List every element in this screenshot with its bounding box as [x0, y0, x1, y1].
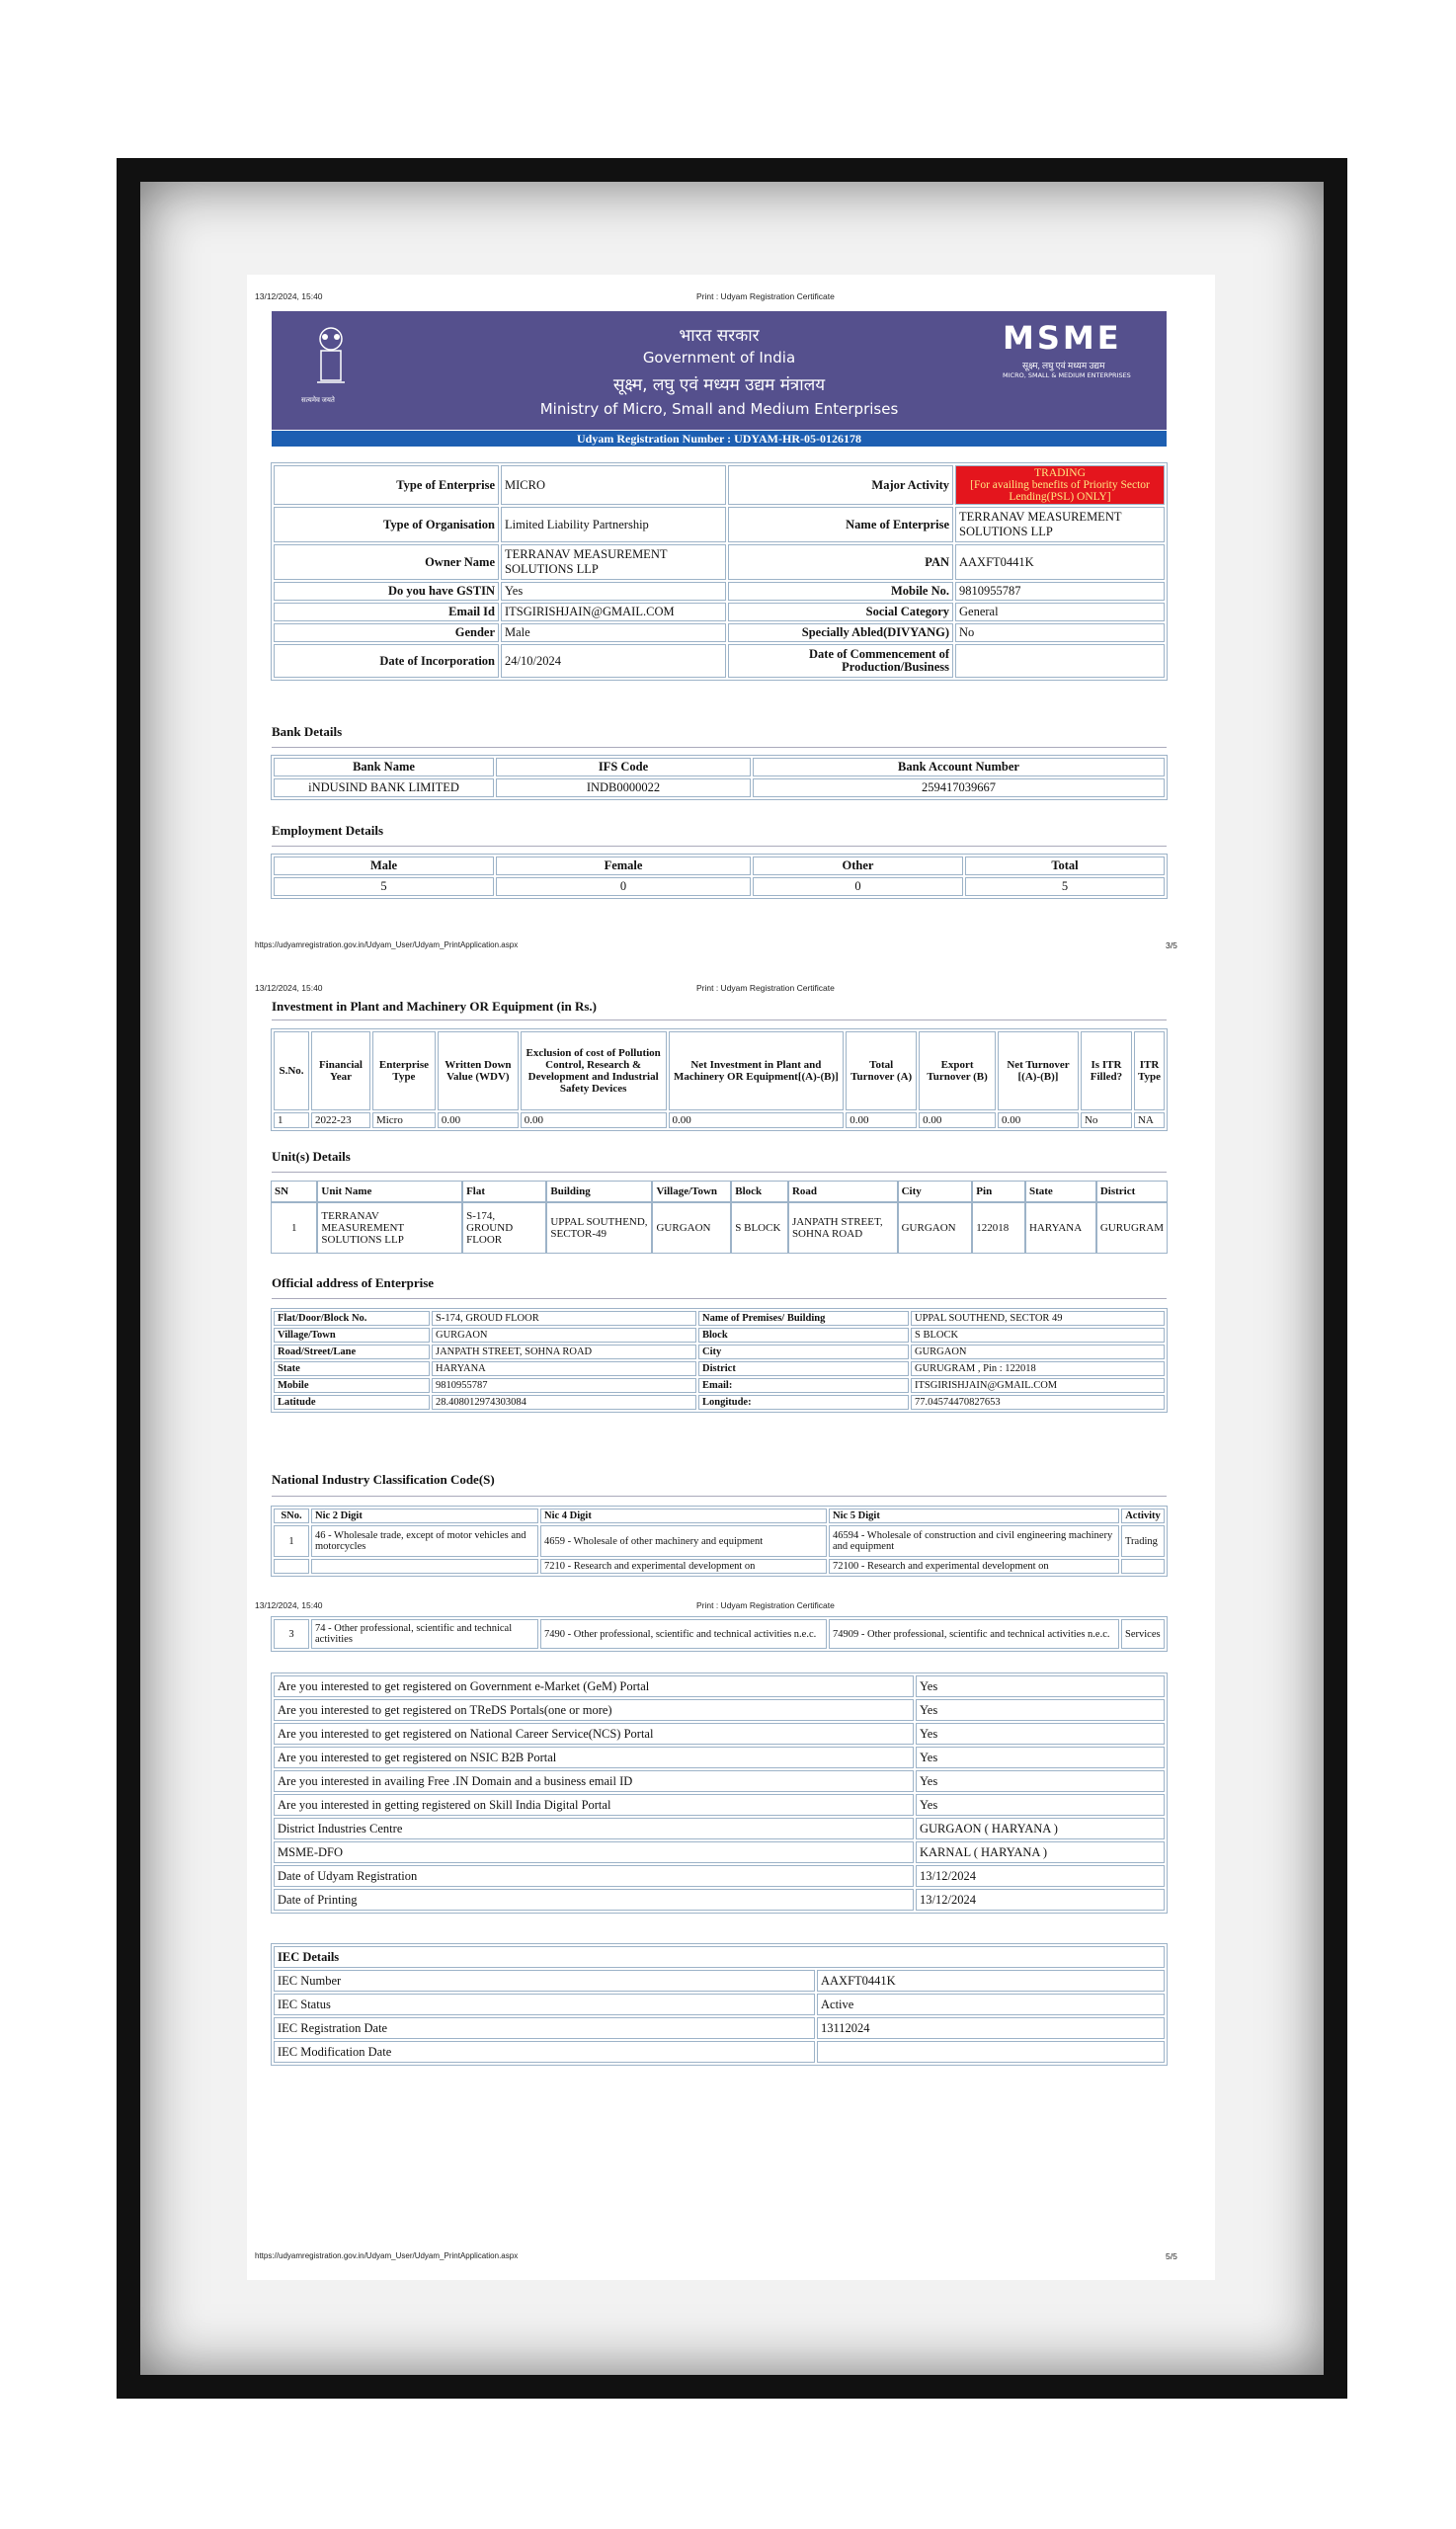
- other-value: 0: [753, 877, 963, 896]
- inv-cell: 0.00: [919, 1112, 996, 1128]
- bank-name-header: Bank Name: [274, 758, 494, 776]
- incorporation-label: Date of Incorporation: [274, 644, 499, 678]
- unit-col: Unit Name: [317, 1181, 462, 1202]
- inv-cell: Micro: [372, 1112, 436, 1128]
- nic-col: Nic 4 Digit: [540, 1509, 827, 1523]
- unit-col: State: [1025, 1181, 1096, 1202]
- print-title: Print : Udyam Registration Certificate: [696, 1600, 835, 1610]
- interest-answer: KARNAL ( HARYANA ): [916, 1841, 1165, 1863]
- major-activity-label: Major Activity: [728, 465, 953, 505]
- divider: [272, 1496, 1167, 1497]
- enterprise-details-table: [271, 462, 1168, 681]
- nic-table: [271, 1506, 1168, 1577]
- bank-details-heading: Bank Details: [272, 724, 343, 739]
- investment-table: [271, 1028, 1168, 1131]
- nic-cell: 4659 - Wholesale of other machinery and equipment: [540, 1525, 827, 1557]
- investment-heading: Investment in Plant and Machinery OR Equipment (in Rs.): [272, 999, 597, 1014]
- social-value: General: [955, 603, 1165, 621]
- inv-col-itr-filled: Is ITR Filled?: [1081, 1031, 1132, 1110]
- addr-value: HARYANA: [432, 1361, 696, 1376]
- addr-value: GURGAON: [911, 1345, 1165, 1359]
- page-number: 3/5: [1166, 940, 1177, 950]
- addr-label: City: [698, 1345, 909, 1359]
- org-value: Limited Liability Partnership: [501, 507, 726, 542]
- unit-col: Village/Town: [652, 1181, 731, 1202]
- email-value: ITSGIRISHJAIN@GMAIL.COM: [501, 603, 726, 621]
- interest-question: Date of Udyam Registration: [274, 1865, 914, 1887]
- addr-label: Mobile: [274, 1378, 430, 1393]
- inv-col-net-investment: Net Investment in Plant and Machinery OR Equipment[(A)-(B)]: [669, 1031, 845, 1110]
- addr-label: Village/Town: [274, 1328, 430, 1343]
- iec-value: AAXFT0441K: [817, 1970, 1165, 1992]
- female-header: Female: [496, 857, 751, 875]
- owner-label: Owner Name: [274, 544, 499, 580]
- print-timestamp: 13/12/2024, 15:40: [255, 983, 323, 993]
- inv-cell: 2022-23: [311, 1112, 370, 1128]
- unit-col: Road: [788, 1181, 898, 1202]
- interest-question: Are you interested in getting registered on Skill India Digital Portal: [274, 1794, 914, 1816]
- total-value: 5: [965, 877, 1165, 896]
- unit-col: Building: [546, 1181, 652, 1202]
- addr-label: Longitude:: [698, 1395, 909, 1410]
- unit-col: Block: [731, 1181, 788, 1202]
- inv-col-itr-type: ITR Type: [1134, 1031, 1165, 1110]
- pan-label: PAN: [728, 544, 953, 580]
- interest-question: Are you interested to get registered on TReDS Portals(one or more): [274, 1699, 914, 1721]
- iec-heading: IEC Details: [274, 1946, 1165, 1968]
- nic-cell: 3: [274, 1619, 309, 1649]
- nic-cell: Services: [1121, 1619, 1165, 1649]
- nic-cell: 74 - Other professional, scientific and technical activities: [311, 1619, 538, 1649]
- inv-cell: 1: [274, 1112, 309, 1128]
- unit-col: City: [898, 1181, 973, 1202]
- iec-value: Active: [817, 1994, 1165, 2015]
- inv-col-sno: S.No.: [274, 1031, 309, 1110]
- inv-cell: 0.00: [998, 1112, 1079, 1128]
- inv-col-type: Enterprise Type: [372, 1031, 436, 1110]
- inv-col-wdv: Written Down Value (WDV): [438, 1031, 519, 1110]
- divyang-value: No: [955, 623, 1165, 642]
- inv-cell: 0.00: [521, 1112, 667, 1128]
- other-header: Other: [753, 857, 963, 875]
- social-label: Social Category: [728, 603, 953, 621]
- iec-label: IEC Number: [274, 1970, 815, 1992]
- iec-label: IEC Modification Date: [274, 2041, 815, 2063]
- footer-url: https://udyamregistration.gov.in/Udyam_User/Udyam_PrintApplication.aspx: [255, 940, 519, 949]
- bank-table: [271, 755, 1168, 800]
- bank-name-value: iNDUSIND BANK LIMITED: [274, 778, 494, 797]
- msme-hindi: सूक्ष्म, लघु एवं मध्यम उद्यम: [1022, 361, 1105, 370]
- inv-col-exclusion: Exclusion of cost of Pollution Control, Research & Development and Industrial Safety Devices: [521, 1031, 667, 1110]
- footer-url: https://udyamregistration.gov.in/Udyam_User/Udyam_PrintApplication.aspx: [255, 2251, 519, 2260]
- gstin-label: Do you have GSTIN: [274, 582, 499, 601]
- interest-question: Are you interested to get registered on Government e-Market (GeM) Portal: [274, 1675, 914, 1697]
- ifsc-header: IFS Code: [496, 758, 751, 776]
- addr-value: S BLOCK: [911, 1328, 1165, 1343]
- addr-value: S-174, GROUD FLOOR: [432, 1311, 696, 1326]
- addr-value: 77.04574470827653: [911, 1395, 1165, 1410]
- print-timestamp: 13/12/2024, 15:40: [255, 291, 323, 301]
- interest-answer: Yes: [916, 1770, 1165, 1792]
- divider: [272, 747, 1167, 748]
- account-header: Bank Account Number: [753, 758, 1165, 776]
- interest-answer: Yes: [916, 1699, 1165, 1721]
- nic-heading: National Industry Classification Code(S): [272, 1472, 495, 1487]
- ministry-name: Ministry of Micro, Small and Medium Enterprises: [539, 400, 899, 418]
- interest-question: Date of Printing: [274, 1889, 914, 1911]
- nic-cell: 46 - Wholesale trade, except of motor vehicles and motorcycles: [311, 1525, 538, 1557]
- inv-cell: NA: [1134, 1112, 1165, 1128]
- iec-value: [817, 2041, 1165, 2063]
- nic-cell: 74909 - Other professional, scientific and technical activities n.e.c.: [829, 1619, 1119, 1649]
- interest-answer: 13/12/2024: [916, 1865, 1165, 1887]
- interest-question: Are you interested to get registered on NSIC B2B Portal: [274, 1747, 914, 1768]
- msme-logo: MSME: [1003, 319, 1122, 357]
- addr-label: Latitude: [274, 1395, 430, 1410]
- interest-answer: Yes: [916, 1794, 1165, 1816]
- org-label: Type of Organisation: [274, 507, 499, 542]
- print-title: Print : Udyam Registration Certificate: [696, 291, 835, 301]
- nic-col: Nic 2 Digit: [311, 1509, 538, 1523]
- addr-label: Block: [698, 1328, 909, 1343]
- addr-value: 9810955787: [432, 1378, 696, 1393]
- unit-cell: UPPAL SOUTHEND, SECTOR-49: [546, 1202, 652, 1254]
- divider: [272, 1298, 1167, 1299]
- hindi-government: भारत सरकार: [679, 326, 760, 346]
- unit-cell: JANPATH STREET, SOHNA ROAD: [788, 1202, 898, 1254]
- addr-value: JANPATH STREET, SOHNA ROAD: [432, 1345, 696, 1359]
- addr-value: UPPAL SOUTHEND, SECTOR 49: [911, 1311, 1165, 1326]
- units-table: [271, 1181, 1168, 1254]
- registration-number-bar: Udyam Registration Number : UDYAM-HR-05-0126178: [272, 431, 1167, 447]
- emblem-caption: सत्यमेव जयते: [301, 396, 335, 404]
- interest-question: Are you interested in availing Free .IN Domain and a business email ID: [274, 1770, 914, 1792]
- interest-answer: Yes: [916, 1675, 1165, 1697]
- female-value: 0: [496, 877, 751, 896]
- male-value: 5: [274, 877, 494, 896]
- divyang-label: Specially Abled(DIVYANG): [728, 623, 953, 642]
- divider: [272, 1172, 1167, 1173]
- unit-col: SN: [271, 1181, 317, 1202]
- commencement-value: [955, 644, 1165, 678]
- addr-label: Email:: [698, 1378, 909, 1393]
- ministry-banner: [272, 311, 1167, 430]
- interest-answer: 13/12/2024: [916, 1889, 1165, 1911]
- mobile-label: Mobile No.: [728, 582, 953, 601]
- addr-value: ITSGIRISHJAIN@GMAIL.COM: [911, 1378, 1165, 1393]
- page-number: 5/5: [1166, 2251, 1177, 2261]
- hindi-ministry: सूक्ष्म, लघु एवं मध्यम उद्यम मंत्रालय: [612, 375, 826, 395]
- unit-cell: GURUGRAM: [1096, 1202, 1168, 1254]
- address-table: [271, 1308, 1168, 1413]
- gstin-value: Yes: [501, 582, 726, 601]
- addr-label: Name of Premises/ Building: [698, 1311, 909, 1326]
- addr-value: 28.408012974303084: [432, 1395, 696, 1410]
- employment-table: [271, 854, 1168, 899]
- nic-cell: Trading: [1121, 1525, 1165, 1557]
- type-label: Type of Enterprise: [274, 465, 499, 505]
- enterprise-name-label: Name of Enterprise: [728, 507, 953, 542]
- nic-cell: 7490 - Other professional, scientific and technical activities n.e.c.: [540, 1619, 827, 1649]
- interest-question: Are you interested to get registered on National Career Service(NCS) Portal: [274, 1723, 914, 1745]
- commencement-label: Date of Commencement of Production/Business: [728, 644, 953, 678]
- unit-cell: 122018: [972, 1202, 1025, 1254]
- addr-value: GURGAON: [432, 1328, 696, 1343]
- nic-cell: 7210 - Research and experimental development on: [540, 1559, 827, 1574]
- addr-label: State: [274, 1361, 430, 1376]
- unit-cell: HARYANA: [1025, 1202, 1096, 1254]
- iec-label: IEC Status: [274, 1994, 815, 2015]
- nic-table-clip: [271, 1506, 1168, 1587]
- account-value: 259417039667: [753, 778, 1165, 797]
- units-heading: Unit(s) Details: [272, 1149, 351, 1164]
- unit-cell: GURGAON: [898, 1202, 973, 1254]
- iec-value: 13112024: [817, 2017, 1165, 2039]
- total-header: Total: [965, 857, 1165, 875]
- iec-table: [271, 1943, 1168, 2066]
- addr-label: Flat/Door/Block No.: [274, 1311, 430, 1326]
- nic-col: Nic 5 Digit: [829, 1509, 1119, 1523]
- inv-col-export-turnover: Export Turnover (B): [919, 1031, 996, 1110]
- email-label: Email Id: [274, 603, 499, 621]
- government-of-india: Government of India: [642, 349, 796, 367]
- nic-cell: 1: [274, 1525, 309, 1557]
- nic-table-continued: [271, 1616, 1168, 1652]
- interest-answer: Yes: [916, 1747, 1165, 1768]
- unit-col: Pin: [972, 1181, 1025, 1202]
- inv-col-total-turnover: Total Turnover (A): [846, 1031, 917, 1110]
- inv-cell: No: [1081, 1112, 1132, 1128]
- print-title: Print : Udyam Registration Certificate: [696, 983, 835, 993]
- iec-label: IEC Registration Date: [274, 2017, 815, 2039]
- addr-value: GURUGRAM , Pin : 122018: [911, 1361, 1165, 1376]
- major-activity-value: TRADING [For availing benefits of Priority Sector Lending(PSL) ONLY]: [955, 465, 1165, 505]
- interest-question: District Industries Centre: [274, 1818, 914, 1839]
- unit-cell: S-174, GROUND FLOOR: [462, 1202, 546, 1254]
- interest-question: MSME-DFO: [274, 1841, 914, 1863]
- msme-full-name: MICRO, SMALL & MEDIUM ENTERPRISES: [1003, 371, 1131, 379]
- gender-value: Male: [501, 623, 726, 642]
- interest-answer: GURGAON ( HARYANA ): [916, 1818, 1165, 1839]
- inv-cell: 0.00: [438, 1112, 519, 1128]
- employment-heading: Employment Details: [272, 823, 384, 838]
- unit-cell: GURGAON: [652, 1202, 731, 1254]
- mobile-value: 9810955787: [955, 582, 1165, 601]
- gender-label: Gender: [274, 623, 499, 642]
- owner-value: TERRANAV MEASUREMENT SOLUTIONS LLP: [501, 544, 726, 580]
- inv-col-year: Financial Year: [311, 1031, 370, 1110]
- nic-col: SNo.: [274, 1509, 309, 1523]
- nic-col: Activity: [1121, 1509, 1165, 1523]
- print-timestamp: 13/12/2024, 15:40: [255, 1600, 323, 1610]
- pan-value: AAXFT0441K: [955, 544, 1165, 580]
- unit-cell: TERRANAV MEASUREMENT SOLUTIONS LLP: [317, 1202, 462, 1254]
- unit-col: District: [1096, 1181, 1168, 1202]
- type-value: MICRO: [501, 465, 726, 505]
- nic-cell: 46594 - Wholesale of construction and civil engineering machinery and equipment: [829, 1525, 1119, 1557]
- inv-cell: 0.00: [846, 1112, 917, 1128]
- inv-col-net-turnover: Net Turnover [(A)-(B)]: [998, 1031, 1079, 1110]
- ifsc-value: INDB0000022: [496, 778, 751, 797]
- nic-cell: 72100 - Research and experimental development on: [829, 1559, 1119, 1574]
- addr-label: Road/Street/Lane: [274, 1345, 430, 1359]
- inv-cell: 0.00: [669, 1112, 845, 1128]
- divider: [272, 846, 1167, 847]
- unit-cell: S BLOCK: [731, 1202, 788, 1254]
- interests-table: [271, 1672, 1168, 1914]
- enterprise-name-value: TERRANAV MEASUREMENT SOLUTIONS LLP: [955, 507, 1165, 542]
- incorporation-value: 24/10/2024: [501, 644, 726, 678]
- interest-answer: Yes: [916, 1723, 1165, 1745]
- unit-col: Flat: [462, 1181, 546, 1202]
- unit-cell: 1: [271, 1202, 317, 1254]
- male-header: Male: [274, 857, 494, 875]
- addr-label: District: [698, 1361, 909, 1376]
- address-heading: Official address of Enterprise: [272, 1275, 435, 1290]
